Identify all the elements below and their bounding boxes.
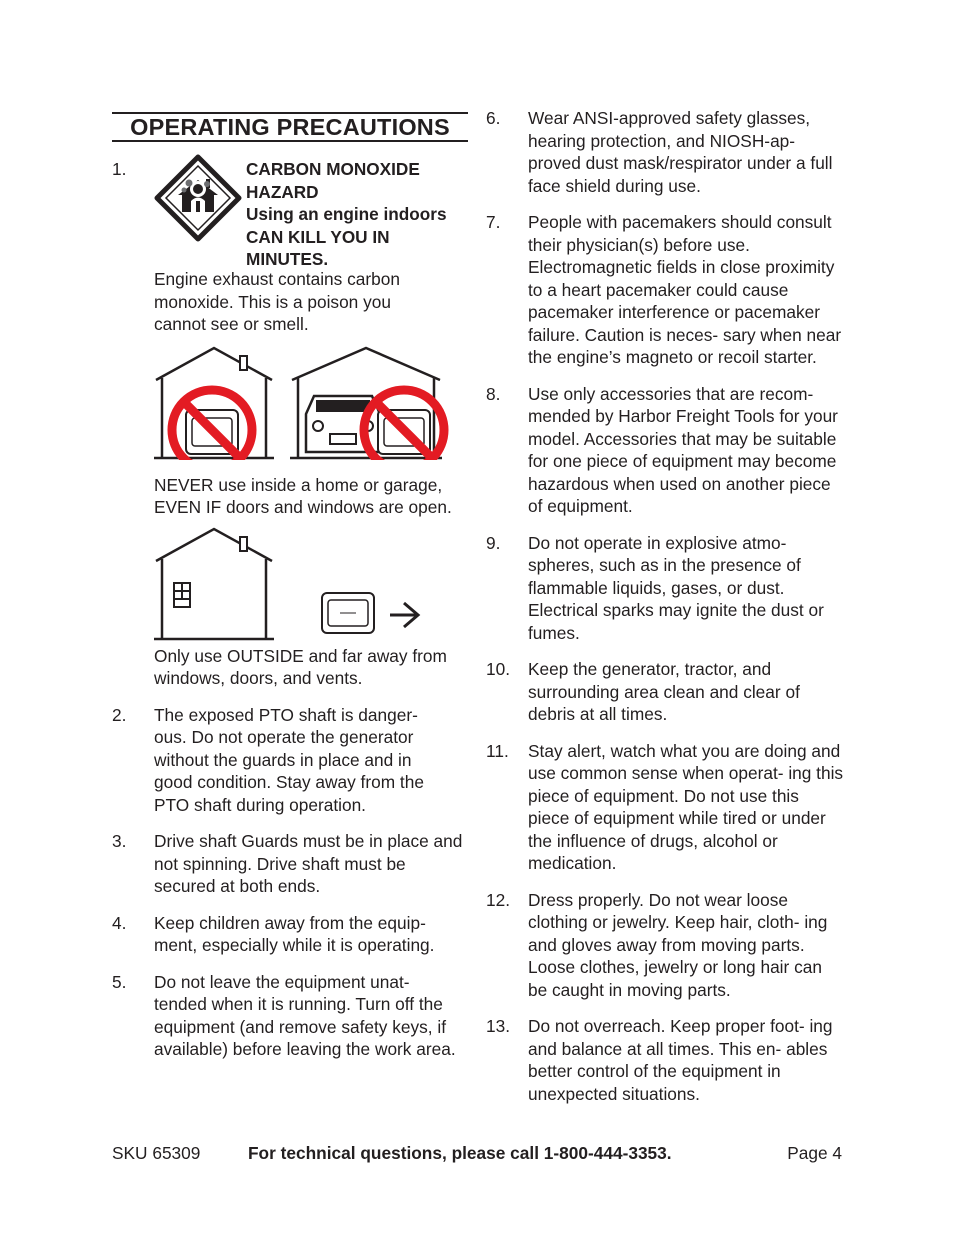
item-number: 4. [112, 912, 127, 933]
list-item [112, 830, 468, 898]
hazard-item [112, 158, 468, 270]
generator-icon [322, 593, 374, 633]
left-column [112, 112, 468, 1061]
tech-support-line: For technical questions, please call 1-800-444-3353. [248, 1143, 672, 1163]
hazard-warning-line: Using an engine indoors [246, 204, 447, 224]
item-number: 3. [112, 831, 127, 851]
item-number: 12. [486, 889, 511, 910]
section-title: OPERATING PRECAUTIONS [112, 112, 468, 142]
page-number: Page 4 [787, 1143, 842, 1163]
prohibited-generator-icon [172, 390, 252, 460]
item-number: 6. [486, 108, 501, 128]
item-text: Do not overreach. Keep proper foot- ing and balance at all times. This en- ables better control of the equipment in unexpected situations. [528, 1016, 833, 1104]
sku-label: SKU 65309 [112, 1143, 201, 1163]
list-item [486, 532, 846, 645]
item-text: Use only accessories that are recom- mended by Harbor Freight Tools for your model. Accessories that may be suitable for one piece of equipment may become hazardous when used on another piece of equipment. [528, 383, 838, 516]
item-text: Keep children away from the equip- ment, especially while it is operating. [154, 912, 435, 955]
outside-only-caption: Only use OUTSIDE and far away from windows, doors, and vents. [154, 645, 447, 688]
item-number: 8. [486, 383, 501, 404]
item-text: Drive shaft Guards must be in place and not spinning. Drive shaft must be secured at both ends. [154, 831, 463, 896]
list-item [112, 704, 468, 817]
item-number: 7. [486, 212, 501, 232]
house-outline [154, 529, 274, 639]
no-indoor-use-illustration [154, 346, 454, 460]
item-number: 11. [486, 740, 509, 761]
arrow-right-icon [390, 603, 418, 627]
item-text: The exposed PTO shaft is danger- ous. Do not operate the generator without the guards in place and in good condition. Stay away from the PTO shaft during operation. [154, 704, 424, 815]
carbon-monoxide-hazard-icon [154, 154, 242, 242]
hazard-title-line: CARBON MONOXIDE [246, 159, 420, 179]
hazard-title-line: HAZARD [246, 181, 319, 202]
right-column [486, 107, 846, 1105]
item-text: Dress properly. Do not wear loose clothing or jewelry. Keep hair, cloth- ing and gloves away from moving parts. Loose clothes, jewelry or long hair can be caught in moving parts. [528, 889, 828, 1000]
list-item [486, 383, 846, 518]
item-text: Do not operate in explosive atmo- spheres, such as in the presence of flammable liquids, gases, or dust. Electrical sparks may ignite the dust or fumes. [528, 532, 824, 643]
hazard-warning-line: CAN KILL YOU IN [246, 226, 390, 247]
never-indoors-caption: NEVER use inside a home or garage, EVEN IF doors and windows are open. [154, 474, 452, 517]
list-item [486, 740, 846, 875]
list-item [486, 1015, 846, 1105]
item-text: Stay alert, watch what you are doing and use common sense when operat- ing this piece of equipment. Do not use this piece of equipment while tired or under the influence of drugs, alcohol or medication. [528, 740, 844, 873]
item-number: 13. [486, 1016, 511, 1036]
item-text: People with pacemakers should consult their physician(s) before use. Electromagnetic fields in close proximity to a heart pacemaker could cause pacemaker interference or pacemaker failure. Caution is neces- sary when near the engine’s magneto or recoil starter. [528, 212, 842, 367]
item-text: Do not leave the equipment unat- tended when it is running. Turn off the equipment (and remove safety keys, if available) before leaving the work area. [154, 971, 456, 1059]
item-text: Keep the generator, tractor, and surrounding area clean and clear of debris at all times. [528, 659, 800, 724]
hazard-body: Engine exhaust contains carbon monoxide. This is a poison you cannot see or smell. [154, 269, 400, 334]
item-number: 10. [486, 659, 511, 679]
item-number: 5. [112, 971, 127, 992]
list-item [486, 107, 846, 197]
list-item [112, 971, 468, 1061]
list-item [486, 889, 846, 1002]
outdoor-use-illustration [154, 527, 424, 641]
hazard-warning-line: MINUTES. [246, 249, 329, 269]
item-number: 9. [486, 532, 501, 553]
list-item [486, 211, 846, 369]
list-item [112, 912, 468, 957]
item-number: 2. [112, 704, 127, 725]
item-number: 1. [112, 159, 127, 179]
item-text: Wear ANSI-approved safety glasses, hearing protection, and NIOSH-ap- proved dust mask/respirator under a full face shield during use. [528, 108, 833, 196]
hazard-heading [246, 158, 470, 271]
list-item [486, 658, 846, 726]
